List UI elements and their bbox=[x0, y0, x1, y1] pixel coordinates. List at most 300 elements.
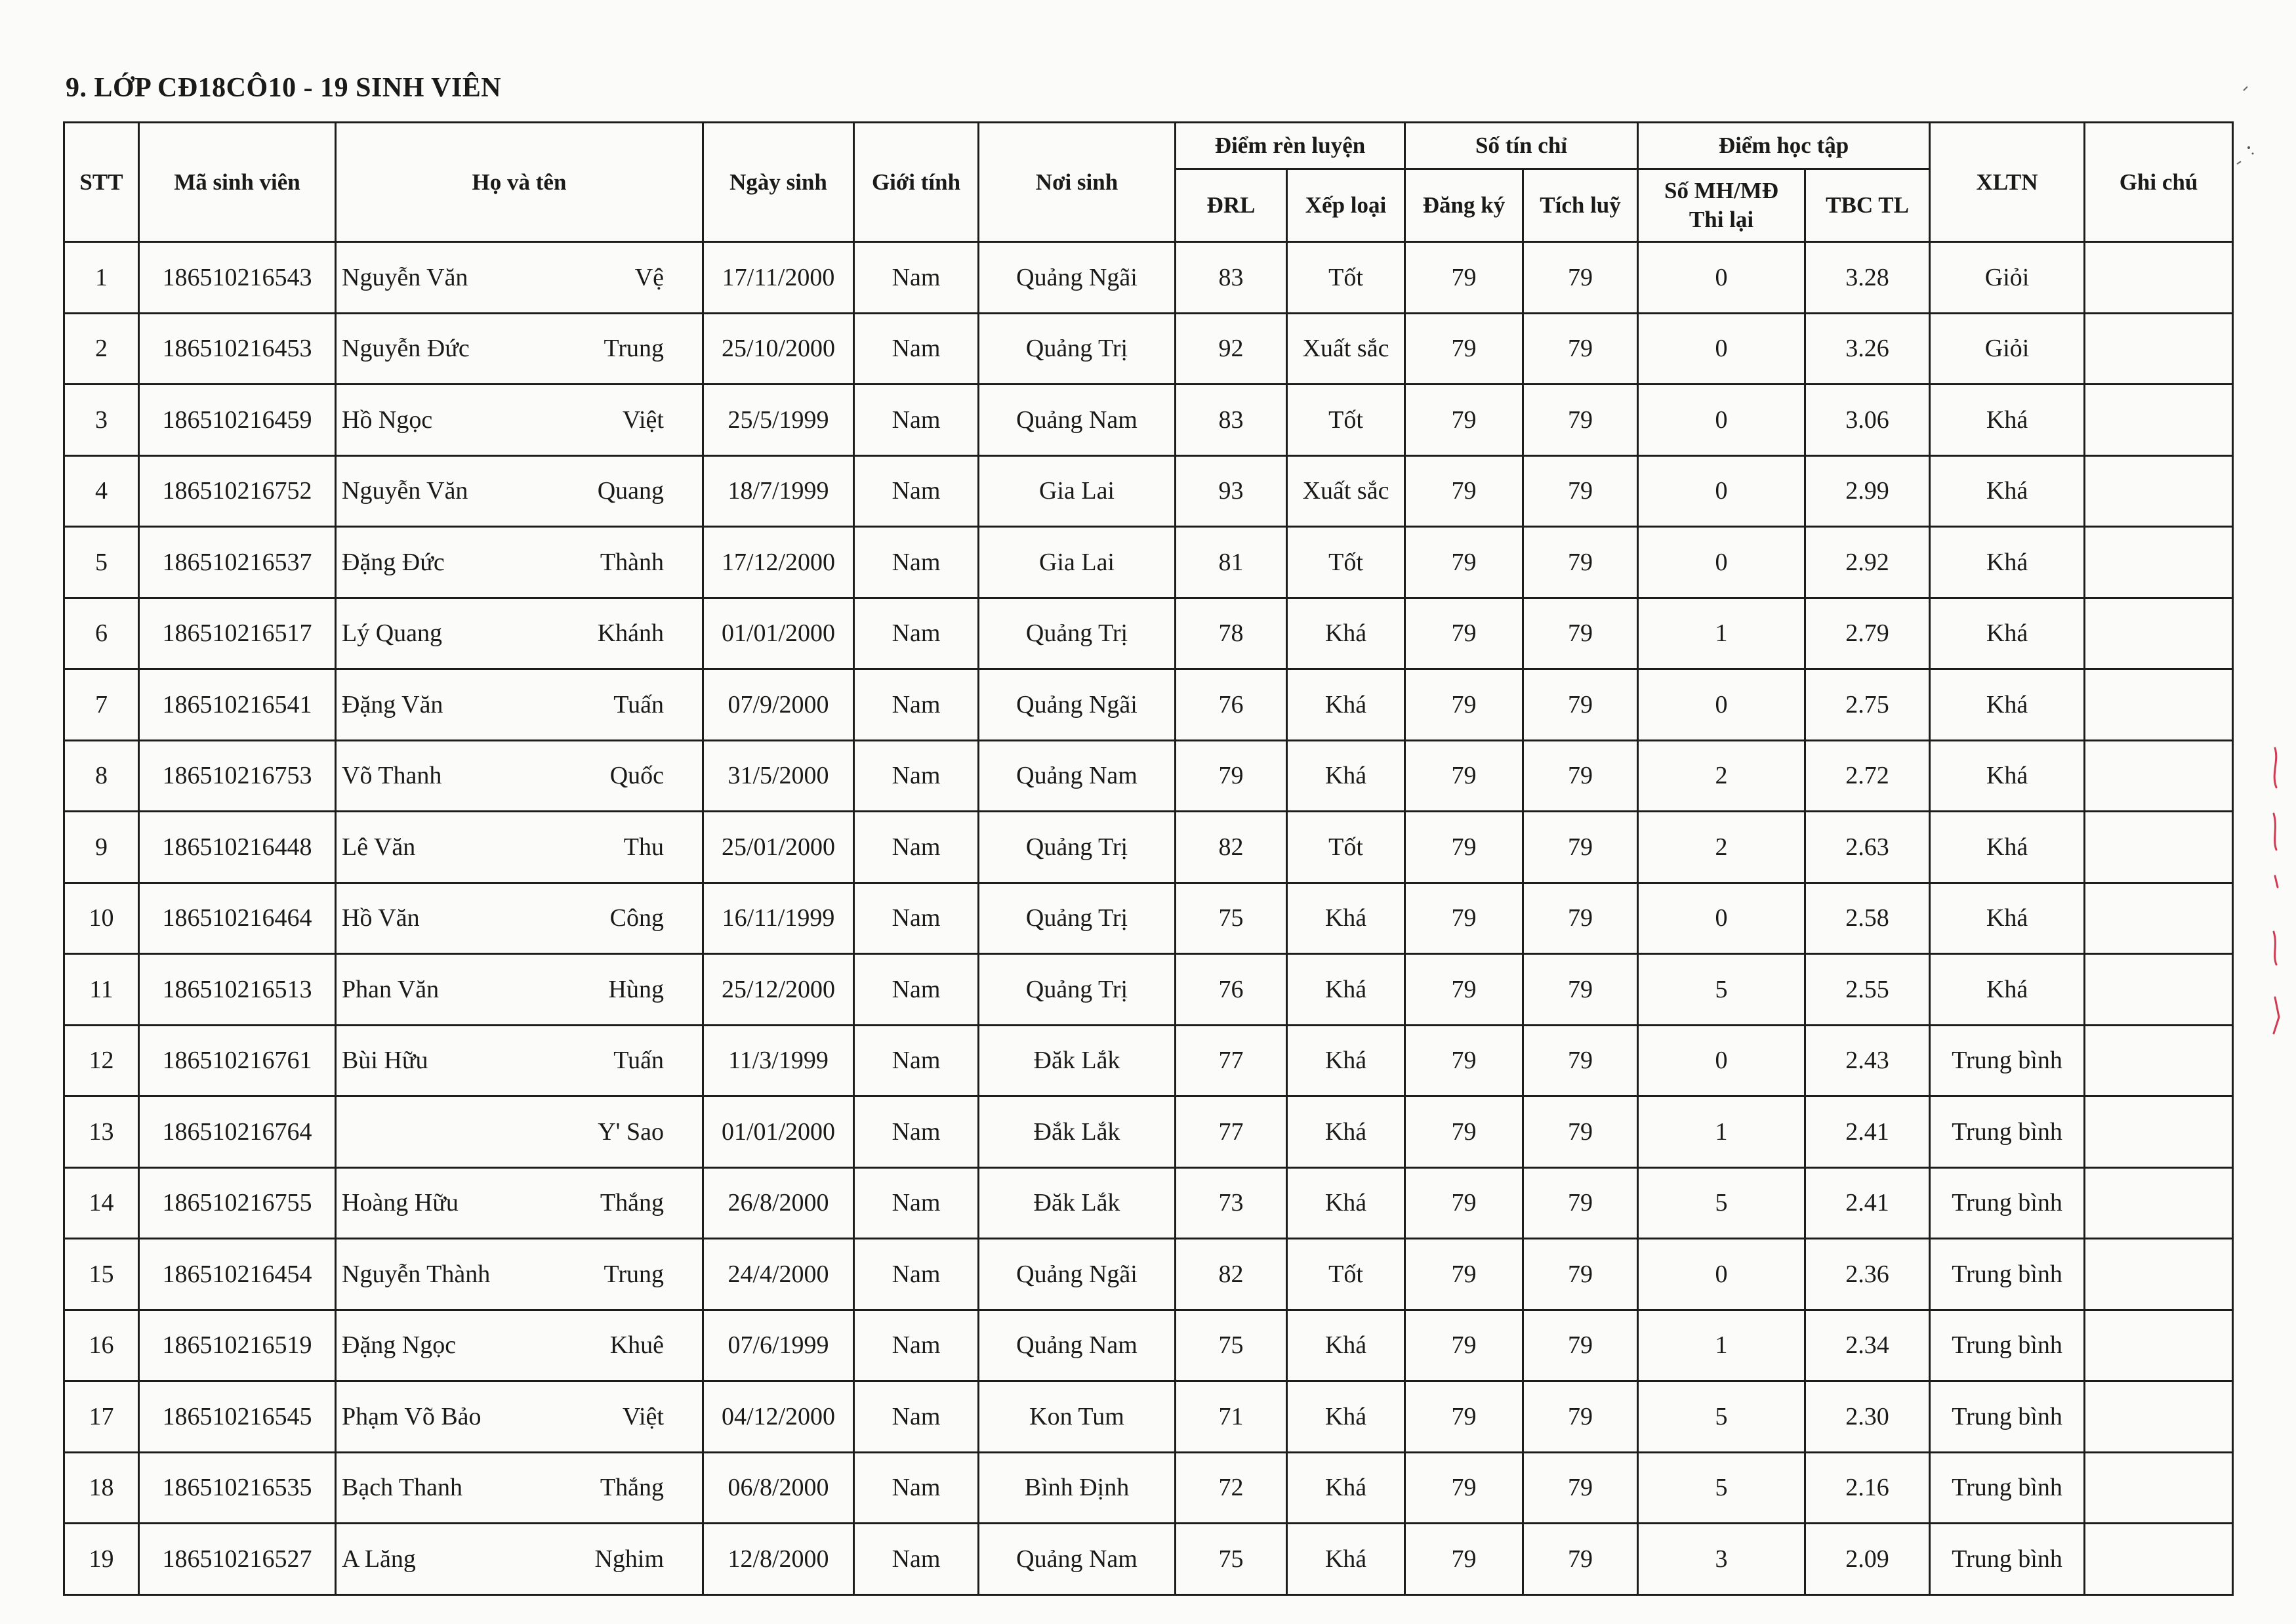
cell-credits-accumulated: 79 bbox=[1523, 313, 1638, 385]
last-middle-name: Lê Văn bbox=[342, 833, 416, 861]
header-gpa: TBC TL bbox=[1805, 169, 1930, 242]
cell-birth-place: Quảng Nam bbox=[979, 1524, 1176, 1595]
first-name: Tuấn bbox=[613, 1047, 664, 1075]
cell-note bbox=[2085, 954, 2233, 1026]
cell-stt: 4 bbox=[64, 455, 139, 527]
cell-credits-accumulated: 79 bbox=[1523, 1239, 1638, 1310]
cell-gender: Nam bbox=[854, 1239, 979, 1310]
table-row bbox=[64, 455, 2233, 527]
cell-credits-accumulated: 79 bbox=[1523, 455, 1638, 527]
last-middle-name: Bạch Thanh bbox=[342, 1474, 462, 1502]
table-body bbox=[64, 242, 2233, 1595]
cell-full-name bbox=[336, 455, 703, 527]
last-middle-name: Hồ Ngọc bbox=[342, 406, 433, 434]
cell-graduation-rank: Khá bbox=[1930, 740, 2085, 812]
cell-birth-place: Gia Lai bbox=[979, 527, 1176, 598]
cell-credits-accumulated: 79 bbox=[1523, 1524, 1638, 1595]
table-header bbox=[64, 123, 2233, 242]
cell-stt: 7 bbox=[64, 669, 139, 741]
cell-credits-registered: 79 bbox=[1405, 740, 1523, 812]
first-name: Thắng bbox=[600, 1474, 664, 1502]
cell-graduation-rank: Khá bbox=[1930, 598, 2085, 669]
header-birth-date: Ngày sinh bbox=[703, 123, 854, 242]
cell-conduct-rank: Tốt bbox=[1287, 527, 1405, 598]
cell-birth-date: 12/8/2000 bbox=[703, 1524, 854, 1595]
cell-gpa: 3.28 bbox=[1805, 242, 1930, 314]
cell-conduct-score: 71 bbox=[1176, 1381, 1287, 1453]
table-row bbox=[64, 313, 2233, 385]
cell-stt: 11 bbox=[64, 954, 139, 1026]
cell-retake-count: 5 bbox=[1638, 1381, 1805, 1453]
cell-conduct-score: 82 bbox=[1176, 1239, 1287, 1310]
cell-credits-accumulated: 79 bbox=[1523, 385, 1638, 456]
cell-note bbox=[2085, 740, 2233, 812]
cell-credits-registered: 79 bbox=[1405, 242, 1523, 314]
cell-full-name bbox=[336, 1096, 703, 1168]
cell-birth-date: 18/7/1999 bbox=[703, 455, 854, 527]
cell-conduct-rank: Khá bbox=[1287, 1524, 1405, 1595]
cell-retake-count: 0 bbox=[1638, 1025, 1805, 1096]
cell-credits-accumulated: 79 bbox=[1523, 242, 1638, 314]
cell-birth-place: Kon Tum bbox=[979, 1381, 1176, 1453]
table-row bbox=[64, 954, 2233, 1026]
cell-retake-count: 3 bbox=[1638, 1524, 1805, 1595]
cell-graduation-rank: Trung bình bbox=[1930, 1096, 2085, 1168]
cell-stt: 15 bbox=[64, 1239, 139, 1310]
cell-credits-accumulated: 79 bbox=[1523, 954, 1638, 1026]
cell-student-id: 186510216448 bbox=[139, 812, 336, 883]
cell-stt: 10 bbox=[64, 883, 139, 954]
cell-birth-date: 01/01/2000 bbox=[703, 598, 854, 669]
cell-credits-accumulated: 79 bbox=[1523, 1381, 1638, 1453]
cell-retake-count: 2 bbox=[1638, 740, 1805, 812]
table-row bbox=[64, 1167, 2233, 1239]
table-row bbox=[64, 1239, 2233, 1310]
cell-note bbox=[2085, 1452, 2233, 1524]
first-name: Việt bbox=[622, 1402, 664, 1430]
cell-birth-date: 25/10/2000 bbox=[703, 313, 854, 385]
cell-birth-date: 07/6/1999 bbox=[703, 1310, 854, 1381]
cell-student-id: 186510216459 bbox=[139, 385, 336, 456]
cell-credits-accumulated: 79 bbox=[1523, 1452, 1638, 1524]
cell-note bbox=[2085, 1096, 2233, 1168]
first-name: Trung bbox=[604, 1260, 664, 1288]
cell-student-id: 186510216752 bbox=[139, 455, 336, 527]
cell-birth-date: 17/12/2000 bbox=[703, 527, 854, 598]
cell-credits-registered: 79 bbox=[1405, 1096, 1523, 1168]
cell-full-name bbox=[336, 242, 703, 314]
cell-full-name bbox=[336, 1310, 703, 1381]
header-student-id: Mã sinh viên bbox=[139, 123, 336, 242]
table-row bbox=[64, 669, 2233, 741]
cell-stt: 8 bbox=[64, 740, 139, 812]
cell-credits-accumulated: 79 bbox=[1523, 527, 1638, 598]
cell-birth-date: 17/11/2000 bbox=[703, 242, 854, 314]
table-row bbox=[64, 598, 2233, 669]
cell-stt: 5 bbox=[64, 527, 139, 598]
cell-birth-place: Quảng Trị bbox=[979, 883, 1176, 954]
cell-conduct-rank: Khá bbox=[1287, 598, 1405, 669]
cell-birth-place: Quảng Trị bbox=[979, 954, 1176, 1026]
cell-full-name bbox=[336, 313, 703, 385]
cell-full-name bbox=[336, 1167, 703, 1239]
cell-conduct-score: 75 bbox=[1176, 883, 1287, 954]
cell-stt: 9 bbox=[64, 812, 139, 883]
cell-gender: Nam bbox=[854, 1025, 979, 1096]
cell-graduation-rank: Giỏi bbox=[1930, 313, 2085, 385]
cell-retake-count: 0 bbox=[1638, 455, 1805, 527]
last-middle-name: Bùi Hữu bbox=[342, 1047, 428, 1075]
cell-retake-count: 5 bbox=[1638, 954, 1805, 1026]
cell-gender: Nam bbox=[854, 954, 979, 1026]
cell-note bbox=[2085, 1381, 2233, 1453]
cell-graduation-rank: Khá bbox=[1930, 527, 2085, 598]
cell-credits-registered: 79 bbox=[1405, 669, 1523, 741]
last-middle-name: Đặng Đức bbox=[342, 548, 445, 576]
header-retake-subjects bbox=[1638, 169, 1805, 242]
table-row bbox=[64, 1452, 2233, 1524]
first-name: Thành bbox=[600, 548, 664, 576]
cell-student-id: 186510216519 bbox=[139, 1310, 336, 1381]
handwritten-margin-mark bbox=[2262, 735, 2288, 1037]
cell-conduct-rank: Khá bbox=[1287, 954, 1405, 1026]
cell-birth-date: 07/9/2000 bbox=[703, 669, 854, 741]
cell-student-id: 186510216761 bbox=[139, 1025, 336, 1096]
cell-gpa: 2.41 bbox=[1805, 1096, 1930, 1168]
cell-full-name bbox=[336, 812, 703, 883]
cell-credits-registered: 79 bbox=[1405, 1025, 1523, 1096]
cell-note bbox=[2085, 1167, 2233, 1239]
table-row bbox=[64, 1096, 2233, 1168]
cell-gender: Nam bbox=[854, 1096, 979, 1168]
cell-retake-count: 0 bbox=[1638, 1239, 1805, 1310]
cell-conduct-rank: Khá bbox=[1287, 1452, 1405, 1524]
cell-retake-count: 0 bbox=[1638, 669, 1805, 741]
cell-birth-place: Quảng Nam bbox=[979, 1310, 1176, 1381]
cell-credits-registered: 79 bbox=[1405, 883, 1523, 954]
cell-stt: 19 bbox=[64, 1524, 139, 1595]
cell-birth-place: Quảng Nam bbox=[979, 740, 1176, 812]
cell-gender: Nam bbox=[854, 812, 979, 883]
cell-stt: 14 bbox=[64, 1167, 139, 1239]
cell-gender: Nam bbox=[854, 669, 979, 741]
cell-graduation-rank: Trung bình bbox=[1930, 1381, 2085, 1453]
cell-credits-registered: 79 bbox=[1405, 455, 1523, 527]
cell-credits-registered: 79 bbox=[1405, 1381, 1523, 1453]
cell-credits-registered: 79 bbox=[1405, 1167, 1523, 1239]
cell-birth-place: Quảng Trị bbox=[979, 313, 1176, 385]
first-name: Y' Sao bbox=[598, 1117, 664, 1146]
cell-student-id: 186510216527 bbox=[139, 1524, 336, 1595]
first-name: Tuấn bbox=[613, 690, 664, 718]
cell-credits-accumulated: 79 bbox=[1523, 740, 1638, 812]
cell-note bbox=[2085, 1025, 2233, 1096]
cell-birth-date: 04/12/2000 bbox=[703, 1381, 854, 1453]
cell-note bbox=[2085, 527, 2233, 598]
header-notes: Ghi chú bbox=[2085, 123, 2233, 242]
header-graduation-rank: XLTN bbox=[1930, 123, 2085, 242]
cell-graduation-rank: Trung bình bbox=[1930, 1239, 2085, 1310]
cell-birth-place: Đăk Lắk bbox=[979, 1025, 1176, 1096]
cell-retake-count: 5 bbox=[1638, 1452, 1805, 1524]
last-middle-name: Phan Văn bbox=[342, 975, 440, 1003]
header-conduct-rank: Xếp loại bbox=[1287, 169, 1405, 242]
cell-gender: Nam bbox=[854, 740, 979, 812]
cell-full-name bbox=[336, 598, 703, 669]
cell-credits-accumulated: 79 bbox=[1523, 1025, 1638, 1096]
cell-conduct-rank: Tốt bbox=[1287, 812, 1405, 883]
header-stt: STT bbox=[64, 123, 139, 242]
cell-conduct-rank: Khá bbox=[1287, 1310, 1405, 1381]
cell-stt: 17 bbox=[64, 1381, 139, 1453]
cell-student-id: 186510216764 bbox=[139, 1096, 336, 1168]
last-middle-name: Phạm Võ Bảo bbox=[342, 1402, 482, 1430]
cell-stt: 13 bbox=[64, 1096, 139, 1168]
cell-note bbox=[2085, 385, 2233, 456]
first-name: Quốc bbox=[609, 762, 664, 790]
table-row bbox=[64, 1524, 2233, 1595]
cell-birth-date: 24/4/2000 bbox=[703, 1239, 854, 1310]
cell-student-id: 186510216454 bbox=[139, 1239, 336, 1310]
cell-gender: Nam bbox=[854, 527, 979, 598]
first-name: Công bbox=[609, 904, 664, 932]
first-name: Khánh bbox=[597, 619, 664, 648]
table-row bbox=[64, 1025, 2233, 1096]
cell-conduct-rank: Khá bbox=[1287, 883, 1405, 954]
cell-retake-count: 0 bbox=[1638, 527, 1805, 598]
first-name: Hùng bbox=[608, 975, 664, 1003]
cell-birth-date: 11/3/1999 bbox=[703, 1025, 854, 1096]
cell-birth-date: 25/12/2000 bbox=[703, 954, 854, 1026]
header-gender: Giới tính bbox=[854, 123, 979, 242]
cell-stt: 12 bbox=[64, 1025, 139, 1096]
first-name: Vệ bbox=[634, 263, 664, 291]
cell-graduation-rank: Khá bbox=[1930, 669, 2085, 741]
cell-full-name bbox=[336, 527, 703, 598]
cell-graduation-rank: Khá bbox=[1930, 954, 2085, 1026]
cell-birth-place: Quảng Trị bbox=[979, 812, 1176, 883]
cell-gpa: 2.63 bbox=[1805, 812, 1930, 883]
cell-note bbox=[2085, 598, 2233, 669]
cell-graduation-rank: Trung bình bbox=[1930, 1025, 2085, 1096]
cell-retake-count: 0 bbox=[1638, 313, 1805, 385]
cell-gpa: 2.75 bbox=[1805, 669, 1930, 741]
student-table bbox=[63, 121, 2234, 1596]
cell-credits-accumulated: 79 bbox=[1523, 1167, 1638, 1239]
cell-conduct-rank: Khá bbox=[1287, 1167, 1405, 1239]
cell-credits-registered: 79 bbox=[1405, 1239, 1523, 1310]
last-middle-name: Hồ Văn bbox=[342, 904, 420, 932]
cell-student-id: 186510216513 bbox=[139, 954, 336, 1026]
cell-conduct-rank: Khá bbox=[1287, 1096, 1405, 1168]
cell-note bbox=[2085, 1239, 2233, 1310]
cell-conduct-score: 79 bbox=[1176, 740, 1287, 812]
header-credits-group: Số tín chỉ bbox=[1405, 123, 1638, 169]
table-row bbox=[64, 1381, 2233, 1453]
cell-student-id: 186510216543 bbox=[139, 242, 336, 314]
cell-student-id: 186510216464 bbox=[139, 883, 336, 954]
header-academic-group: Điểm học tập bbox=[1638, 123, 1930, 169]
cell-graduation-rank: Khá bbox=[1930, 812, 2085, 883]
table-row bbox=[64, 1310, 2233, 1381]
cell-note bbox=[2085, 1524, 2233, 1595]
cell-birth-date: 26/8/2000 bbox=[703, 1167, 854, 1239]
page-title: 9. LỚP CĐ18CÔ10 - 19 SINH VIÊN bbox=[66, 73, 502, 103]
cell-graduation-rank: Trung bình bbox=[1930, 1310, 2085, 1381]
cell-stt: 3 bbox=[64, 385, 139, 456]
cell-conduct-rank: Tốt bbox=[1287, 385, 1405, 456]
cell-conduct-score: 82 bbox=[1176, 812, 1287, 883]
cell-gpa: 2.16 bbox=[1805, 1452, 1930, 1524]
cell-gpa: 2.72 bbox=[1805, 740, 1930, 812]
cell-gpa: 2.34 bbox=[1805, 1310, 1930, 1381]
cell-birth-place: Quảng Ngãi bbox=[979, 669, 1176, 741]
cell-birth-place: Đăk Lắk bbox=[979, 1167, 1176, 1239]
first-name: Quang bbox=[597, 477, 664, 505]
cell-gpa: 2.55 bbox=[1805, 954, 1930, 1026]
cell-stt: 16 bbox=[64, 1310, 139, 1381]
cell-credits-registered: 79 bbox=[1405, 313, 1523, 385]
cell-gender: Nam bbox=[854, 313, 979, 385]
cell-conduct-score: 76 bbox=[1176, 669, 1287, 741]
cell-stt: 6 bbox=[64, 598, 139, 669]
cell-conduct-rank: Khá bbox=[1287, 1025, 1405, 1096]
cell-conduct-score: 73 bbox=[1176, 1167, 1287, 1239]
cell-student-id: 186510216537 bbox=[139, 527, 336, 598]
cell-conduct-rank: Tốt bbox=[1287, 242, 1405, 314]
cell-graduation-rank: Khá bbox=[1930, 385, 2085, 456]
cell-student-id: 186510216453 bbox=[139, 313, 336, 385]
last-middle-name: Hoàng Hữu bbox=[342, 1189, 459, 1217]
header-conduct-group: Điểm rèn luyện bbox=[1176, 123, 1405, 169]
cell-birth-place: Quảng Ngãi bbox=[979, 242, 1176, 314]
last-middle-name: A Lăng bbox=[342, 1545, 416, 1573]
header-full-name: Họ và tên bbox=[336, 123, 703, 242]
cell-birth-date: 31/5/2000 bbox=[703, 740, 854, 812]
table-row bbox=[64, 740, 2233, 812]
cell-full-name bbox=[336, 1452, 703, 1524]
cell-full-name bbox=[336, 883, 703, 954]
cell-full-name bbox=[336, 740, 703, 812]
cell-full-name bbox=[336, 1025, 703, 1096]
cell-conduct-rank: Xuất sắc bbox=[1287, 455, 1405, 527]
cell-conduct-rank: Khá bbox=[1287, 669, 1405, 741]
header-credits-registered: Đăng ký bbox=[1405, 169, 1523, 242]
cell-credits-accumulated: 79 bbox=[1523, 1096, 1638, 1168]
header-conduct-score: ĐRL bbox=[1176, 169, 1287, 242]
table-row bbox=[64, 242, 2233, 314]
cell-credits-registered: 79 bbox=[1405, 954, 1523, 1026]
cell-gender: Nam bbox=[854, 1167, 979, 1239]
cell-note bbox=[2085, 455, 2233, 527]
cell-student-id: 186510216545 bbox=[139, 1381, 336, 1453]
cell-retake-count: 0 bbox=[1638, 242, 1805, 314]
cell-conduct-score: 83 bbox=[1176, 242, 1287, 314]
header-retake-line2: Thi lại bbox=[1689, 207, 1754, 232]
cell-full-name bbox=[336, 954, 703, 1026]
first-name: Khuê bbox=[609, 1331, 664, 1360]
cell-retake-count: 2 bbox=[1638, 812, 1805, 883]
cell-conduct-rank: Xuất sắc bbox=[1287, 313, 1405, 385]
header-birth-place: Nơi sinh bbox=[979, 123, 1176, 242]
header-retake-line1: Số MH/MĐ bbox=[1664, 178, 1779, 204]
cell-graduation-rank: Trung bình bbox=[1930, 1167, 2085, 1239]
cell-conduct-score: 83 bbox=[1176, 385, 1287, 456]
cell-conduct-score: 76 bbox=[1176, 954, 1287, 1026]
last-middle-name: Lý Quang bbox=[342, 619, 443, 648]
cell-gender: Nam bbox=[854, 1310, 979, 1381]
cell-note bbox=[2085, 669, 2233, 741]
cell-birth-date: 25/5/1999 bbox=[703, 385, 854, 456]
cell-retake-count: 0 bbox=[1638, 385, 1805, 456]
cell-student-id: 186510216541 bbox=[139, 669, 336, 741]
cell-credits-accumulated: 79 bbox=[1523, 812, 1638, 883]
cell-student-id: 186510216753 bbox=[139, 740, 336, 812]
cell-full-name bbox=[336, 385, 703, 456]
first-name: Trung bbox=[604, 335, 664, 363]
cell-credits-registered: 79 bbox=[1405, 1452, 1523, 1524]
cell-gender: Nam bbox=[854, 598, 979, 669]
cell-gender: Nam bbox=[854, 385, 979, 456]
cell-credits-registered: 79 bbox=[1405, 385, 1523, 456]
table-row bbox=[64, 812, 2233, 883]
last-middle-name: Đặng Ngọc bbox=[342, 1331, 457, 1360]
cell-credits-registered: 79 bbox=[1405, 812, 1523, 883]
cell-conduct-score: 78 bbox=[1176, 598, 1287, 669]
cell-gpa: 2.09 bbox=[1805, 1524, 1930, 1595]
cell-conduct-score: 75 bbox=[1176, 1310, 1287, 1381]
cell-credits-registered: 79 bbox=[1405, 1310, 1523, 1381]
cell-credits-accumulated: 79 bbox=[1523, 669, 1638, 741]
cell-note bbox=[2085, 883, 2233, 954]
cell-conduct-rank: Khá bbox=[1287, 1381, 1405, 1453]
last-middle-name: Nguyễn Thành bbox=[342, 1260, 491, 1288]
cell-gpa: 2.41 bbox=[1805, 1167, 1930, 1239]
cell-retake-count: 1 bbox=[1638, 1310, 1805, 1381]
table-row bbox=[64, 385, 2233, 456]
last-middle-name: Nguyễn Văn bbox=[342, 263, 468, 291]
first-name: Thắng bbox=[600, 1189, 664, 1217]
cell-graduation-rank: Trung bình bbox=[1930, 1452, 2085, 1524]
cell-graduation-rank: Giỏi bbox=[1930, 242, 2085, 314]
cell-conduct-score: 75 bbox=[1176, 1524, 1287, 1595]
cell-full-name bbox=[336, 1524, 703, 1595]
cell-gender: Nam bbox=[854, 455, 979, 527]
cell-gpa: 2.92 bbox=[1805, 527, 1930, 598]
cell-student-id: 186510216535 bbox=[139, 1452, 336, 1524]
cell-birth-place: Gia Lai bbox=[979, 455, 1176, 527]
cell-stt: 2 bbox=[64, 313, 139, 385]
first-name: Thu bbox=[623, 833, 664, 861]
cell-graduation-rank: Khá bbox=[1930, 455, 2085, 527]
header-credits-accumulated: Tích luỹ bbox=[1523, 169, 1638, 242]
cell-gpa: 3.26 bbox=[1805, 313, 1930, 385]
cell-gpa: 2.30 bbox=[1805, 1381, 1930, 1453]
cell-birth-date: 06/8/2000 bbox=[703, 1452, 854, 1524]
cell-birth-place: Quảng Trị bbox=[979, 598, 1176, 669]
cell-birth-place: Quảng Nam bbox=[979, 385, 1176, 456]
cell-student-id: 186510216517 bbox=[139, 598, 336, 669]
cell-gender: Nam bbox=[854, 1381, 979, 1453]
cell-retake-count: 0 bbox=[1638, 883, 1805, 954]
cell-note bbox=[2085, 242, 2233, 314]
cell-gpa: 2.36 bbox=[1805, 1239, 1930, 1310]
cell-birth-place: Quảng Ngãi bbox=[979, 1239, 1176, 1310]
cell-note bbox=[2085, 1310, 2233, 1381]
cell-gpa: 2.58 bbox=[1805, 883, 1930, 954]
cell-conduct-rank: Tốt bbox=[1287, 1239, 1405, 1310]
cell-note bbox=[2085, 812, 2233, 883]
